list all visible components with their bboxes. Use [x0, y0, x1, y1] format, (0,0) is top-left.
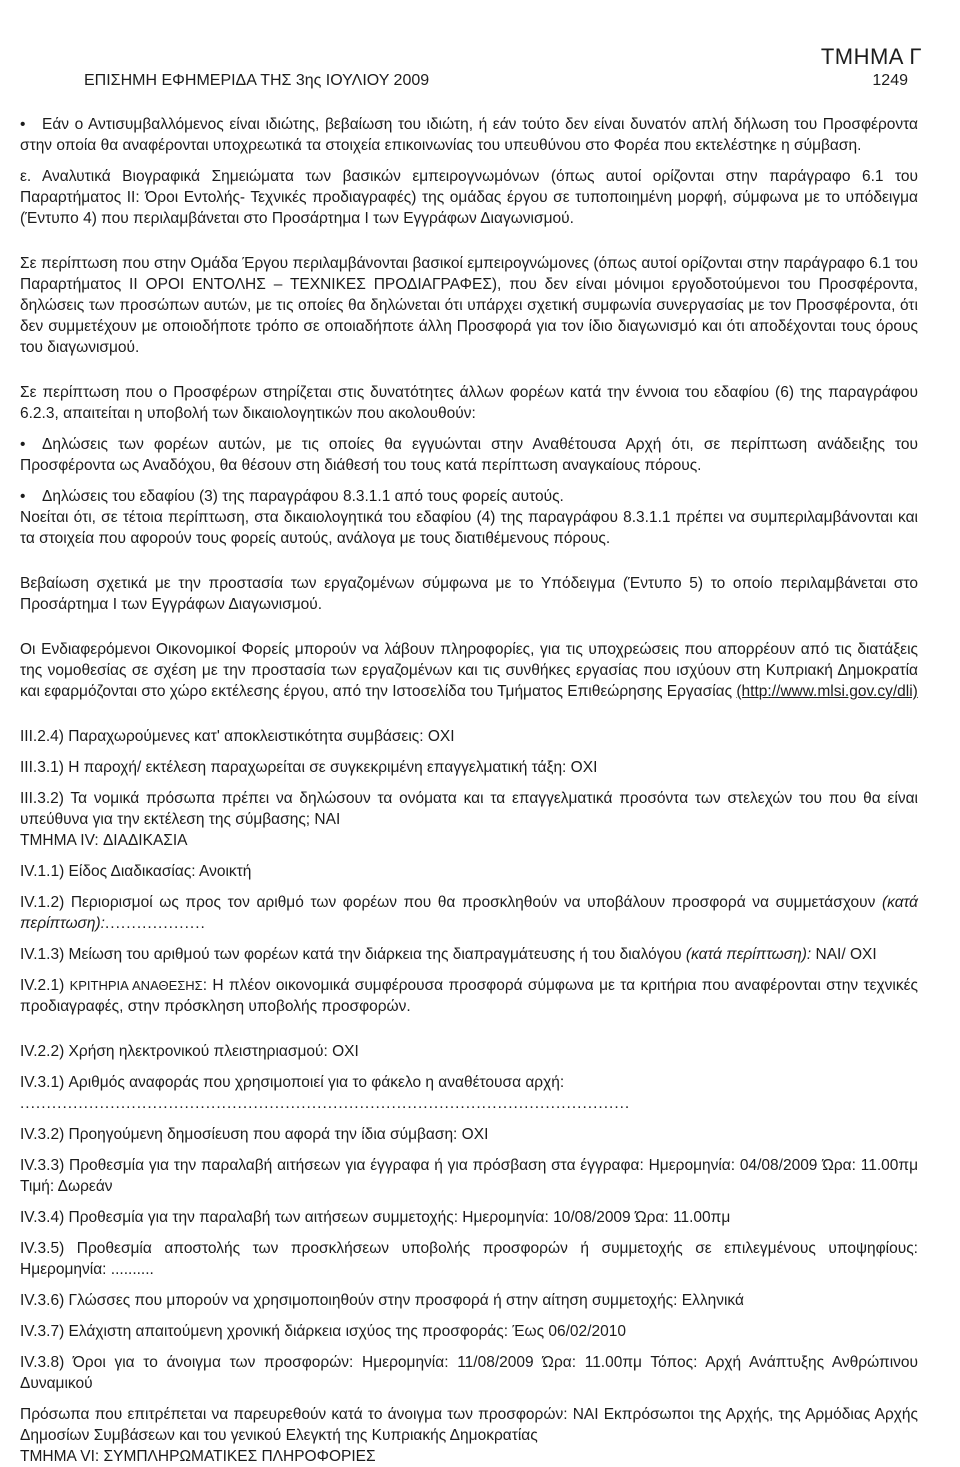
item-marker: ε.	[20, 168, 32, 185]
page-number: 1249	[872, 72, 908, 89]
paragraph-info-sources	[20, 639, 918, 702]
page-header	[84, 72, 914, 90]
document-body	[20, 114, 918, 1467]
paragraph-declarations-831	[20, 486, 918, 507]
gazette-title: ΕΠΙΣΗΜΗ ΕΦΗΜΕΡΙΔΑ ΤΗΣ 3ης ΙΟΥΛΙΟΥ 2009	[84, 72, 430, 89]
paragraph-entity-declarations	[20, 434, 918, 476]
item-iv-3-3: ΙV.3.3) Προθεσμία για την παραλαβή αιτήσεων για έγγραφα ή για πρόσβαση στα έγγραφα: Ημερομηνία: 04/08/2009 Ώρα: 11.00πμ Τιμή: Δωρεάν	[20, 1157, 918, 1195]
item-iv-3-1	[20, 1072, 918, 1114]
item-iv-3-4: ΙV.3.4) Προθεσμία για την παραλαβή των αιτήσεων συμμετοχής: Ημερομηνία: 10/08/2009 Ώρα: 11.00πμ	[20, 1209, 731, 1226]
section-iv-title: ΤΜΗΜΑ ΙV: ΔΙΑΔΙΚΑΣΙΑ	[20, 832, 188, 849]
bullet: •	[20, 488, 26, 505]
paragraph-text: Οι Ενδιαφερόμενοι Οικονομικοί Φορείς μπορούν να λάβουν πληροφορίες, για τις υποχρεώσεις που απορρέουν από τις διατάξεις της νομοθεσίας σε σχέση με την προστασία των εργαζομένων και τις συνθήκες εργασίας που ισχύουν στη Κυπριακή Δημοκρατία και εφαρμόζονται στο χώρο εκτέλεσης έργου, από την Ιστοσελίδα του Τμήματος Επιθεώρησης Εργασίας	[20, 641, 918, 700]
paragraph-text: Δηλώσεις του εδαφίου (3) της παραγράφου 8.3.1.1 από τους φορείς αυτούς.	[42, 488, 564, 505]
item-iv-3-6: ΙV.3.6) Γλώσσες που μπορούν να χρησιμοποιηθούν στην προσφορά ή στην αίτηση συμμετοχής: Ελληνικά	[20, 1292, 744, 1309]
item-iv-1-3	[20, 944, 918, 965]
paragraph-contractor-private	[20, 114, 918, 156]
item-iv-3-5: ΙV.3.5) Προθεσμία αποστολής των προσκλήσεων υποβολής προσφορών ή συμμετοχής σε επιλεγμένους υποψηφίους: Ημερομηνία: ..........	[20, 1240, 918, 1278]
paragraph-text: Εάν ο Αντισυμβαλλόμενος είναι ιδιώτης, βεβαίωση του ιδιώτη, ή εάν τούτο δεν είναι δυνατόν απλή δήλωση του Προσφέροντα στην οποία θα αναφέρονται υποχρεωτικά τα στοιχεία επικοινωνίας του υπευθύνου στο Φορέα που εκτελέστηκε η σύμβαση.	[20, 116, 918, 154]
section-tag: ΤΜΗΜΑ Γ	[820, 44, 922, 69]
paragraph-note: Νοείται ότι, σε τέτοια περίπτωση, στα δικαιολογητικά του εδαφίου (4) της παραγράφου 8.3.1.1 πρέπει να συμπεριλαμβάνονται και τα στοιχεία που αφορούν τους φορείς αυτούς, ανάλογα με τους διατιθέμενους πόρους.	[20, 509, 918, 547]
paragraph-text: Αναλυτικά Βιογραφικά Σημειώματα των βασικών εμπειρογνωμόνων (όπως αυτοί ορίζονται στην παράγραφο 6.1 του Παραρτήματος ΙΙ: Όροι Εντολής- Τεχνικές προδιαγραφές) της ομάδας έργου σε τυποποιημένη μορφή, σύμφωνα με το υπόδειγμα (Έντυπο 4) που περιλαμβάνεται στο Προσάρτημα Ι των Εγγράφων Διαγωνισμού.	[20, 168, 918, 227]
blank-dots: ...................	[104, 915, 206, 932]
item-text: ΙV.1.3) Μείωση του αριθμού των φορέων κατά την διάρκεια της διαπραγμάτευσης ή του διαλόγου	[20, 946, 682, 963]
item-text: ΙV.3.1) Αριθμός αναφοράς που χρησιμοποιεί για το φάκελο η αναθέτουσα αρχή:	[20, 1074, 565, 1091]
persons-allowed: Πρόσωπα που επιτρέπεται να παρευρεθούν κατά το άνοιγμα των προσφορών: ΝΑΙ Εκπρόσωποι της Αρχής, της Αρμόδιας Αρχής Δημοσίων Συμβάσεων και του γενικού Ελεγκτή της Κυπριακής Δημοκρατίας	[20, 1406, 918, 1444]
paragraph-other-entities: Σε περίπτωση που ο Προσφέρων στηρίζεται στις δυνατότητες άλλων φορέων κατά την έννοια του εδαφίου (6) της παραγράφου 6.2.3, απαιτείται η υποβολή των δικαιολογητικών που ακολουθούν:	[20, 384, 918, 422]
item-iv-2-2: ΙV.2.2) Χρήση ηλεκτρονικού πλειστηριασμού: ΟΧΙ	[20, 1043, 359, 1060]
paragraph-cvs	[20, 166, 918, 229]
section-vi-title: ΤΜΗΜΑ VΙ: ΣΥΜΠΛΗΡΩΜΑΤΙΚΕΣ ΠΛΗΡΟΦΟΡΙΕΣ	[20, 1448, 376, 1465]
item-iii-2-4: ΙΙΙ.2.4) Παραχωρούμενες κατ' αποκλειστικότητα συμβάσεις: ΟΧΙ	[20, 728, 455, 745]
item-iii-3-2: ΙΙΙ.3.2) Τα νομικά πρόσωπα πρέπει να δηλώσουν τα ονόματα και τα επαγγελματικά προσόντα των στελεχών του που θα είναι υπεύθυνα για την εκτέλεση της σύμβασης; ΝΑΙ	[20, 790, 918, 828]
item-iv-3-7: ΙV.3.7) Ελάχιστη απαιτούμενη χρονική διάρκεια ισχύος της προσφοράς: Έως 06/02/2010	[20, 1323, 626, 1340]
bullet: •	[20, 436, 26, 453]
item-number: ΙV.2.1)	[20, 977, 65, 994]
dli-website-link[interactable]: (http://www.mlsi.gov.cy/dli)	[736, 683, 918, 700]
item-iv-1-2	[20, 892, 918, 934]
bullet: •	[20, 116, 26, 133]
item-text: : Η πλέον οικονομικά συμφέρουσα προσφορά σύμφωνα με τα κριτήρια που αναφέρονται στην τεχνικές προδιαγραφές, στην πρόσκληση υποβολής προσφορών.	[20, 977, 918, 1015]
item-qualifier: (κατά περίπτωση):	[20, 894, 918, 932]
blank-dots: ...................................................................................................................	[20, 1095, 631, 1112]
item-iv-3-8: ΙV.3.8) Όροι για το άνοιγμα των προσφορών: Ημερομηνία: 11/08/2009 Ώρα: 11.00πμ Τόπος: Αρχή Ανάπτυξης Ανθρώπινου Δυναμικού	[20, 1354, 918, 1392]
item-iv-3-2: ΙV.3.2) Προηγούμενη δημοσίευση που αφορά την ίδια σύμβαση: ΟΧΙ	[20, 1126, 489, 1143]
item-answer: ΝΑΙ/ ΟΧΙ	[815, 946, 877, 963]
item-smallcaps-label: ΚΡΙΤΗΡΙΑ ΑΝΑΘΕΣΗΣ	[69, 978, 203, 993]
paragraph-key-experts: Σε περίπτωση που στην Ομάδα Έργου περιλαμβάνονται βασικοί εμπειρογνώμονες (όπως αυτοί ορίζονται στην παράγραφο 6.1 του Παραρτήματος ΙΙ ΟΡΟΙ ΕΝΤΟΛΗΣ – ΤΕΧΝΙΚΕΣ ΠΡΟΔΙΑΓΡΑΦΕΣ), που δεν είναι μόνιμοι εργοδοτούμενοι του Προσφέροντα, δηλώσεις των προσώπων αυτών, με τις οποίες θα δηλώνεται ότι υπάρχει σχετική συμφωνία συνεργασίας με τον Προσφέροντα, ότι δεν συμμετέχουν με οποιοδήποτε τρόπο σε οποιαδήποτε άλλη Προσφορά για τον ίδιο διαγωνισμό και ότι αποδέχονται τους όρους του διαγωνισμού.	[20, 255, 918, 356]
item-text: ΙV.1.2) Περιορισμοί ως προς τον αριθμό των φορέων που θα προσκληθούν να υποβάλουν προσφορά να συμμετάσχουν	[20, 894, 876, 911]
item-iv-1-1: ΙV.1.1) Είδος Διαδικασίας: Ανοικτή	[20, 863, 252, 880]
item-iv-2-1	[20, 975, 918, 1017]
item-qualifier: (κατά περίπτωση):	[685, 946, 812, 963]
paragraph-worker-protection: Βεβαίωση σχετικά με την προστασία των εργαζομένων σύμφωνα με το Υπόδειγμα (Έντυπο 5) το οποίο περιλαμβάνεται στο Προσάρτημα Ι των Εγγράφων Διαγωνισμού.	[20, 575, 918, 613]
item-iii-3-1: ΙΙΙ.3.1) Η παροχή/ εκτέλεση παραχωρείται σε συγκεκριμένη επαγγελματική τάξη: ΟΧΙ	[20, 759, 598, 776]
paragraph-text: Δηλώσεις των φορέων αυτών, με τις οποίες θα εγγυώνται στην Αναθέτουσα Αρχή ότι, σε περίπτωση ανάδειξης του Προσφέροντα ως Αναδόχου, θα θέσουν στη διάθεσή του τους κατά περίπτωση αναγκαίους πόρους.	[20, 436, 918, 474]
